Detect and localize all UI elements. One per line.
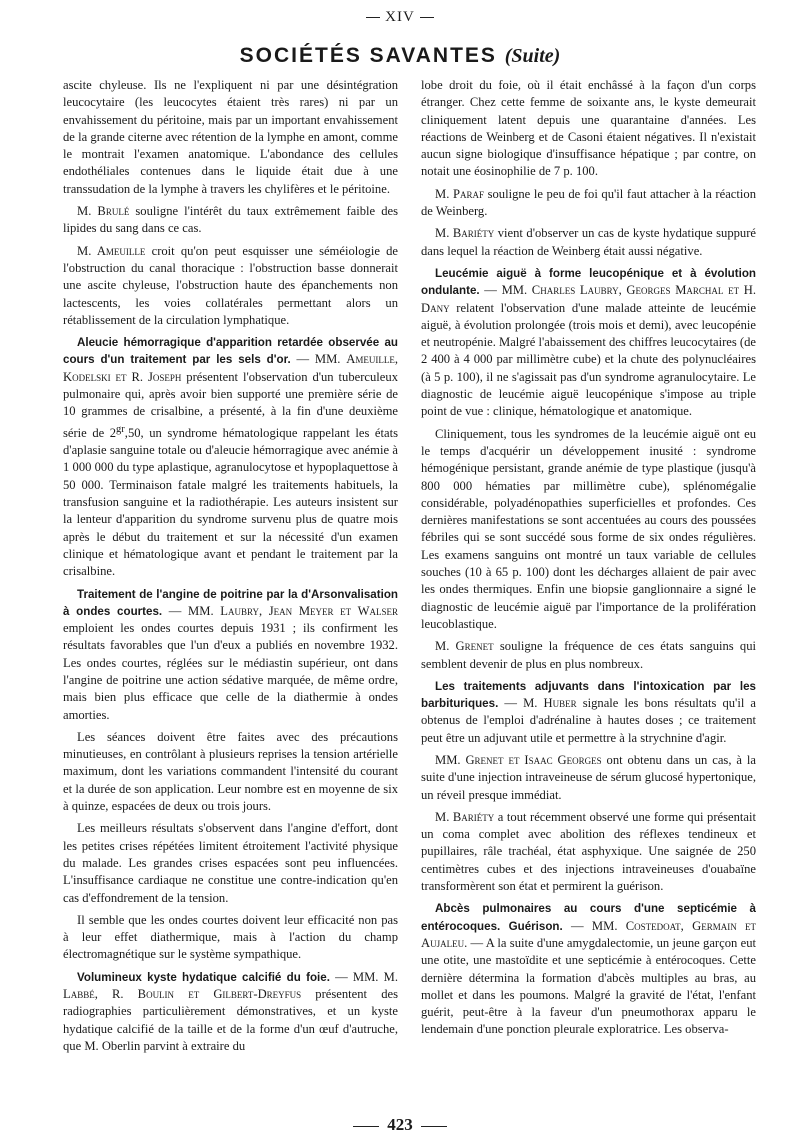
right-column — [421, 77, 756, 1044]
authors: Huber — [543, 696, 577, 711]
separator: — MM. — [162, 603, 221, 618]
authors: Charles Laubry, Georges Marchal et H. Dany — [421, 283, 756, 315]
author-name: M. Paraf — [435, 186, 484, 201]
paragraph: ascite chyleuse. Ils ne l'expliquent ni par une désintégration leucocytaire (les leucocytes étaient très rares) ni par un envahissement du péritoine, mais par un important envahissement de la grande citerne avec rétention de la lymphe en amont, comme le montrait l'examen anatomique. L'abondance des cellules endothéliales contenues dans le liquide était due à une transsudation de la lymphe à travers les chylifères et le péritoine. — [63, 78, 398, 196]
section-heading — [0, 44, 800, 68]
separator: — M. — [498, 696, 544, 711]
article-entry — [63, 969, 398, 1055]
authors: Laubry, Jean Meyer et Walser — [220, 603, 398, 618]
article-entry — [63, 334, 398, 580]
article-title: Aleucie hémorragique d'apparition retardée observée au cours d'un traitement par les sels d'or. — [63, 336, 398, 367]
author-name: M. Brulé — [77, 204, 130, 219]
paragraph-text: souligne le peu de foi qu'il faut attacher à la réaction de Weinberg. — [421, 186, 756, 219]
paragraph — [421, 638, 756, 673]
paragraph-text: présentent l'observation d'un tuberculeux pulmonaire qui, après avoir bien supporté une première série de 10 grammes de crisalbine, a présenté, à la fin d'une deuxième série de 2 — [63, 369, 398, 440]
paragraph-text: a tout récemment observé une forme qui présentait un coma complet avec abolition des réflexes tendineux et pupillaires, râle trachéal, état asphyxique. Une saignée de 250 centimètres cubes et des injections intraveineuses d'ouabaïne transformèrent son état et permirent la guérison. — [421, 809, 756, 894]
paragraph-text: emploient les ondes courtes depuis 1931 ; ils confirment les résultats favorables que l'un d'eux a publiés en novembre 1932. Les ondes courtes, réglées sur le médiastin supérieur, ont dans l'angine de poitrine une action sédative marquée, de même ordre, mais bien plus efficace que celle de la diathermie à ondes amorties. — [63, 621, 398, 722]
paragraph — [421, 186, 756, 221]
author-name: M. Grenet — [435, 639, 494, 654]
article-title: Les traitements adjuvants dans l'intoxication par les barbituriques. — [421, 679, 756, 711]
paragraph: Cliniquement, tous les syndromes de la leucémie aiguë ont eu le temps d'acquérir un développement inusité : syndrome hémogénique persistant, grande anémie de type plastique (jusqu'à 800 000 hématies par millimètre cube), splénomégalie considérable, polyadénopathies superficielles et profondes. Ces dernières manifestations se sont accentuées au cours des poussées fébriles qui se sont succédé sous forme de six ondes régulières. Les examens sanguins ont montré un taux variable de cellules souches (10 à 65 p. 100) dont les décharges allaient de pair avec les ondes thermiques. Enfin une biopsie ganglionnaire a signé le diagnostic de leucémie aiguë par l'importance de la prolifération leucoblastique. — [421, 426, 756, 631]
section-suite: (Suite) — [504, 45, 561, 67]
left-column — [63, 77, 398, 1060]
paragraph — [421, 752, 756, 804]
author-name: M. Bariéty — [435, 226, 495, 241]
superscript: gr — [116, 423, 125, 435]
dash-ornament — [420, 17, 434, 18]
roman-page-number — [0, 9, 800, 26]
separator: — MM. — [562, 918, 626, 933]
article-entry — [421, 900, 756, 1038]
paragraph: Les séances doivent être faites avec des précautions minutieuses, en contrôlant à plusieurs reprises la tension artérielle maximum, dont les variations commandent l'intensité du courant et la durée de son application. Leur nombre est en moyenne de six à quinze, espacées de deux ou trois jours. — [63, 729, 398, 814]
dash-ornament — [421, 1126, 447, 1127]
dash-ornament — [366, 17, 380, 18]
paragraph — [421, 225, 756, 260]
paragraph-text: souligne la fréquence de ces états sanguins qui semblent devenir de plus en plus nombreux. — [421, 639, 756, 671]
separator: — MM. M. — [329, 969, 398, 984]
author-name: M. Ameuille — [77, 243, 146, 258]
paragraph: lobe droit du foie, où il était enchâssé à la façon d'un corps étranger. Chez cette femme de soixante ans, le kyste demeurait cliniquement latent depuis une quarantaine d'années. Les réactions de Weinberg et de Casoni étaient négatives. Il n'existait aucun signe biologique d'insuffisance hépatique ; par contre, on notait une éosinophilie de 7 p. 100. — [421, 78, 756, 179]
paragraph-text: croit qu'on peut esquisser une séméiologie de l'obstruction du canal thoracique : l'obstruction basse donnerait une ascite chyleuse, l'obstruction haute des épanchements non lactescents, les voies collatérales permettant alors un rétablissement de la circulation lymphatique. — [63, 243, 398, 327]
paragraph — [421, 809, 756, 895]
article-title: Traitement de l'angine de poitrine par la d'Arsonvalisation à ondes courtes. — [63, 587, 398, 618]
paragraph-text: signale les bons résultats qu'il a obtenus de l'emploi d'adrénaline à hautes doses ; ce traitement peut être un adjuvant utile et permettre à la strychnine d'agir. — [421, 696, 757, 745]
authors: Labbé, R. Boulin et Gilbert-Dreyfus — [63, 987, 302, 1002]
paragraph-text: . — A la suite d'une amygdalectomie, un jeune garçon eut une otite, une mastoïdite et une septicémie à entérocoques. Cette dernière détermina la formation d'abcès multiples au bras, au mollet et dans les poumons. Malgré la gravité de l'état, l'enfant guérit, peut-être à la faveur d'un pneumothorax apparu le lendemain d'une ponction pleurale exploratrice. Les observa- — [421, 935, 756, 1037]
authors: Ameuille, Kodelski et R. Joseph — [63, 352, 398, 384]
paragraph-text: souligne l'intérêt du taux extrêmement faible des lipides du sang dans ce cas. — [63, 204, 398, 236]
section-title: SOCIÉTÉS SAVANTES — [239, 44, 497, 67]
article-entry — [421, 678, 756, 747]
paragraph-text: ,50, un syndrome hématologique rappelant les états d'aplasie sanguine totale ou d'aleucie hémorragique avec anémie à 1 000 000 du type aplastique, agranulocytose et hypoplaquettose à 50 000. Terminaison fatale malgré les traitements habituels, la transfusion sanguine et la radiothérapie. Les auteurs insistent sur la lenteur d'apparition du syndrome survenu plus de quatre mois après le début du traitement et sur la nécessité d'un examen clinique et hématologique avant et pendant le traitement par la crisalbine. — [63, 425, 398, 579]
dash-ornament — [353, 1126, 379, 1127]
separator: — MM. — [290, 352, 347, 367]
author-name: MM. Grenet et Isaac Georges — [435, 752, 602, 767]
paragraph-text: ont obtenu dans un cas, à la suite d'une injection intraveineuse de sérum glucosé hypertonique, un réveil presque immédiat. — [421, 752, 756, 802]
paragraph-text: relatent l'observation d'une malade atteinte de leucémie aiguë, à évolution prolongée (trois mois et demi), avec leucopénie et neutropénie. Malgré l'abaissement des chiffres leucocytaires (de 2 400 à 4 000 par millimètre cube) et la chute des polynucléaires (à 5 p. 100), il ne s'agissait pas d'un syndrome agranulocytaire. Le diagnostic de leucémie aiguë leucopénique s'impose au triple point de vue : clinique, hématologique et anatomique. — [421, 300, 756, 419]
roman-numeral: XIV — [385, 9, 415, 25]
paragraph: Il semble que les ondes courtes doivent leur efficacité non pas à leur effet diathermique, mais à l'action du champ électromagnétique sur le système sympathique. — [63, 912, 398, 962]
page-number-value: 423 — [387, 1115, 413, 1134]
article-entry — [421, 265, 756, 421]
article-title: Leucémie aiguë à forme leucopénique et à évolution ondulante. — [421, 266, 756, 298]
page-number — [0, 1115, 800, 1135]
paragraph — [63, 203, 398, 238]
separator: — MM. — [479, 283, 532, 298]
authors: Costedoat, Germain et Aujaleu — [421, 918, 756, 950]
paragraph-text: présentent des radiographies particulièrement démonstratives, et un kyste hydatique calcifié de la taille et de la forme d'un œuf d'autruche, que M. Oberlin parvint à extraire du — [63, 987, 398, 1053]
article-title: Volumineux kyste hydatique calcifié du foie. — [77, 970, 330, 984]
paragraph-text: vient d'observer un cas de kyste hydatique suppuré dans lequel la réaction de Weinberg était aussi négative. — [421, 226, 756, 258]
paragraph — [63, 243, 398, 329]
article-entry — [63, 586, 398, 724]
author-name: M. Bariéty — [435, 809, 495, 824]
paragraph: Les meilleurs résultats s'observent dans l'angine d'effort, dont les petites crises répétées limitent étroitement l'activité physique du malade. Les grandes crises espacées sont peu influencées. L'insuffisance cardiaque ne constitue une contre-indication qu'en cas d'effondrement de la tension. — [63, 821, 398, 905]
article-title: Abcès pulmonaires au cours d'une septicémie à entérocoques. Guérison. — [421, 902, 756, 933]
